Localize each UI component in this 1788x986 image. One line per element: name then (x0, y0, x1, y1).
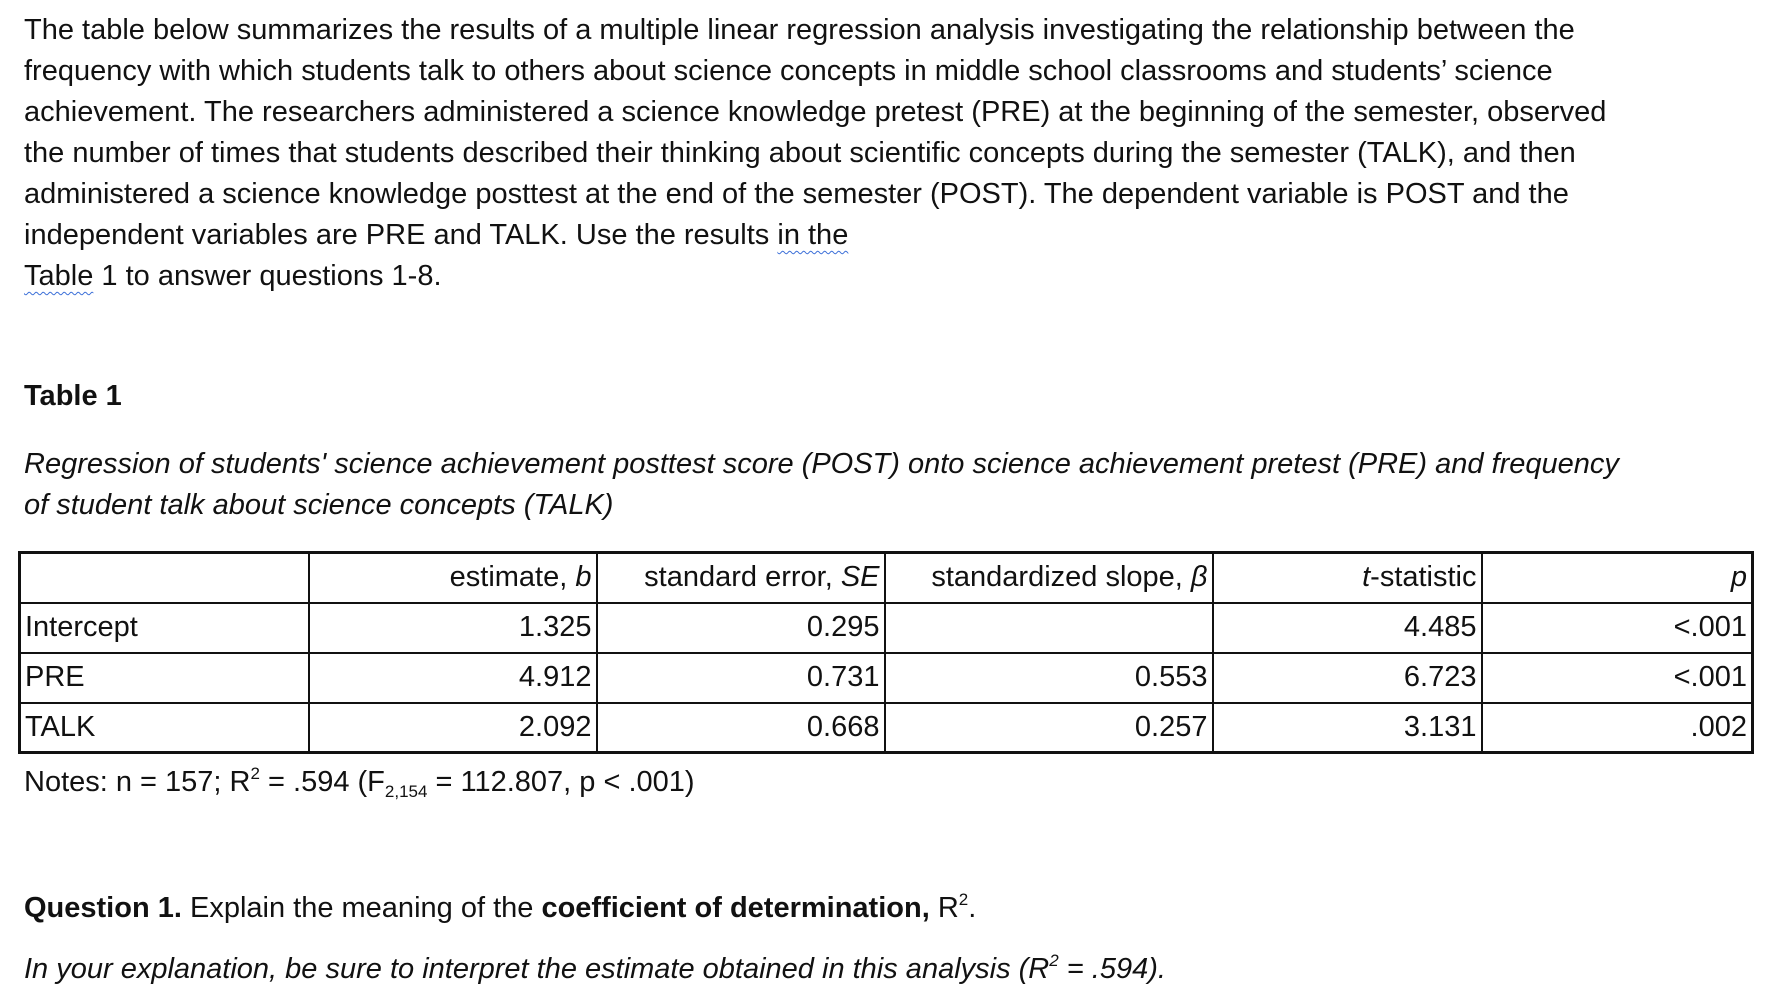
row-label: PRE (20, 653, 309, 703)
question-text-r: R (929, 892, 959, 924)
cell-beta (885, 603, 1213, 653)
document (24, 10, 1764, 985)
question-bold-term: coefficient of determination, (541, 892, 930, 924)
header-estimate-symbol: b (575, 561, 592, 594)
intro-text-end: 1 to answer questions 1-8. (93, 260, 442, 292)
cell-estimate: 1.325 (309, 603, 597, 653)
question-text: Explain the meaning of the (181, 892, 542, 924)
notes-suffix: = 112.807, p < .001) (427, 766, 695, 798)
cell-t: 6.723 (1213, 653, 1482, 703)
spellcheck-flag[interactable]: Table (24, 260, 94, 292)
question-1-instruction (24, 953, 1166, 986)
regression-table (18, 551, 1754, 754)
cell-se: 0.295 (597, 603, 885, 653)
question-number: Question 1. (24, 892, 182, 924)
header-t (1213, 553, 1482, 603)
question-superscript: 2 (958, 890, 969, 909)
notes-subscript: 2,154 (384, 782, 428, 801)
row-label: TALK (20, 703, 309, 753)
header-beta (885, 553, 1213, 603)
instruction-superscript: 2 (1049, 951, 1059, 970)
spellcheck-flag[interactable]: in the (777, 219, 849, 251)
notes-superscript: 2 (250, 764, 260, 783)
cell-se: 0.668 (597, 703, 885, 753)
table-row (20, 653, 1753, 703)
cell-estimate: 4.912 (309, 653, 597, 703)
cell-estimate: 2.092 (309, 703, 597, 753)
instruction-text-end: = .594). (1058, 953, 1166, 985)
header-blank (20, 553, 309, 603)
header-estimate-label: estimate, (449, 561, 576, 594)
header-se-label: standard error, (644, 561, 841, 594)
table-caption: Regression of students' science achievement posttest score (POST) onto science achievement pretest (PRE) and frequency of student talk about science concepts (TALK) (24, 448, 1619, 521)
header-p-symbol: p (1730, 561, 1747, 594)
notes-prefix: Notes: n = 157; R (24, 766, 251, 798)
row-label: Intercept (20, 603, 309, 653)
cell-beta: 0.257 (885, 703, 1213, 753)
table-row (20, 603, 1753, 653)
question-1 (24, 892, 976, 925)
cell-se: 0.731 (597, 653, 885, 703)
cell-t: 3.131 (1213, 703, 1482, 753)
cell-p: <.001 (1482, 603, 1753, 653)
cell-beta: 0.553 (885, 653, 1213, 703)
header-estimate (309, 553, 597, 603)
table-label: Table 1 (24, 380, 122, 412)
cell-p: .002 (1482, 703, 1753, 753)
question-period: . (968, 892, 977, 924)
instruction-text: In your explanation, be sure to interpret the estimate obtained in this analysis (R (24, 953, 1050, 985)
cell-t: 4.485 (1213, 603, 1482, 653)
header-beta-label: standardized slope, (931, 561, 1191, 594)
intro-text: The table below summarizes the results of a multiple linear regression analysis investigating the relationship between the frequency with which students talk to others about science concepts in middle school classrooms and students’ science achievement. The researchers administered a science knowledge pretest (PRE) at the beginning of the semester, observed the number of times that students described their thinking about scientific concepts during the semester (TALK), and then administered a science knowledge posttest at the end of the semester (POST). The dependent variable is POST and the independent variables are PRE and TALK. Use the results (24, 14, 1607, 251)
table-header-row (20, 553, 1753, 603)
header-t-label: -statistic (1370, 561, 1477, 594)
header-se-symbol: SE (840, 561, 880, 594)
cell-p: <.001 (1482, 653, 1753, 703)
table-notes (24, 766, 695, 802)
table-row (20, 703, 1753, 753)
header-p (1482, 553, 1753, 603)
intro-paragraph (24, 10, 1624, 297)
notes-middle: = .594 (F (259, 766, 385, 798)
header-t-symbol: t (1362, 561, 1371, 594)
header-se (597, 553, 885, 603)
header-beta-symbol: β (1190, 561, 1208, 594)
